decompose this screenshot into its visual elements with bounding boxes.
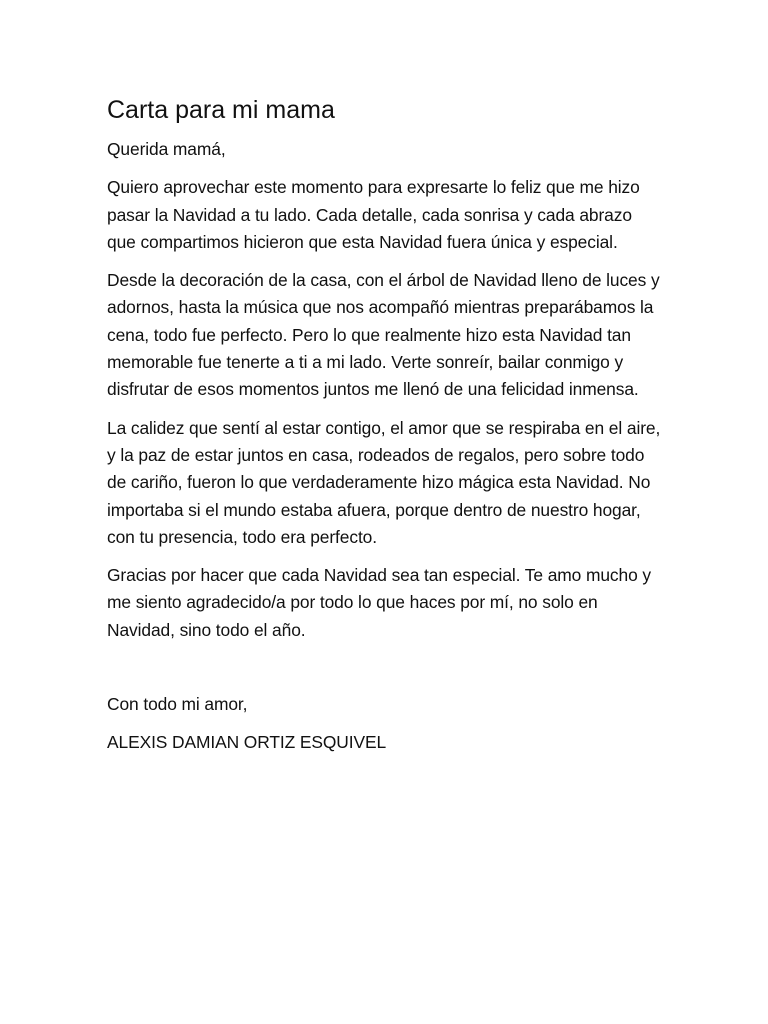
paragraph-3: La calidez que sentí al estar contigo, el amor que se respiraba en el aire, y la paz de estar juntos en casa, rodeados de regalos, pero sobre todo de cariño, fueron lo que verdaderamente hizo mágica esta Navidad. No importaba si el mundo estaba afuera, porque dentro de nuestro hogar, con tu presencia, todo era perfecto. [107, 417, 661, 547]
letter-body [107, 94, 662, 757]
paragraph-4: Gracias por hacer que cada Navidad sea tan especial. Te amo mucho y me siento agradecido/a por todo lo que haces por mí, no solo en Navidad, sino todo el año. [107, 565, 651, 640]
paragraph-1: Quiero aprovechar este momento para expresarte lo feliz que me hizo pasar la Navidad a tu lado. Cada detalle, cada sonrisa y cada abrazo que compartimos hicieron que esta Navidad fuera única y especial. [107, 177, 640, 252]
letter-greeting: Querida mamá, [107, 139, 226, 159]
letter-signature: ALEXIS DAMIAN ORTIZ ESQUIVEL [107, 732, 387, 753]
letter-closing: Con todo mi amor, [107, 694, 248, 715]
letter-title: Carta para mi mama [107, 96, 335, 124]
spacer [107, 655, 662, 691]
paragraph-2: Desde la decoración de la casa, con el árbol de Navidad lleno de luces y adornos, hasta la música que nos acompañó mientras preparábamos la cena, todo fue perfecto. Pero lo que realmente hizo esta Navidad tan memorable fue tenerte a ti a mi lado. Verte sonreír, bailar conmigo y disfrutar de esos momentos juntos me llenó de una felicidad inmensa. [107, 270, 660, 400]
